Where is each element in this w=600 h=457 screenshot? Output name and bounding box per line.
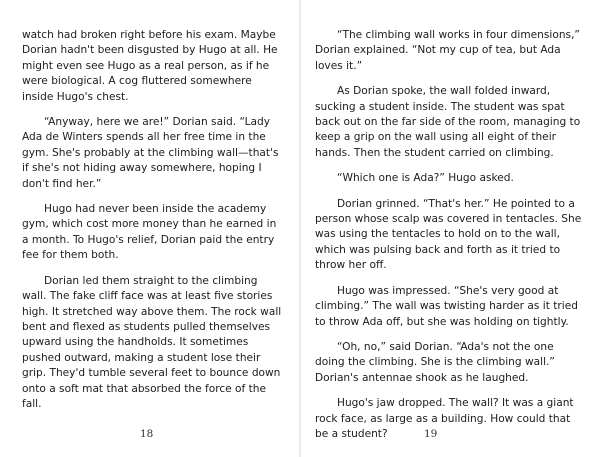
paragraph: “Which one is Ada?” Hugo asked. [337, 172, 514, 185]
paragraph: “Oh, no,” said Dorian. “Ada's not the one doing the climbing. She is the climbing wall.” Dorian's antennae shook as he laughed. [315, 340, 555, 384]
left-page-text [22, 28, 284, 422]
paragraph: watch had broken right before his exam. Maybe Dorian hadn't been disgusted by Hugo at all. He might even see Hugo as a real person, as if he were biological. A cog fluttered somewhere inside Hugo's chest. [22, 29, 278, 103]
paragraph: Dorian grinned. “That's her.” He pointed to a person whose scalp was covered in tentacles. She was using the tentacles to hold on to the wall, which was pulsing back and forth as it tried to throw her off. [315, 197, 582, 272]
paragraph: “Anyway, here we are!” Dorian said. “Lady Ada de Winters spends all her free time in the gym. She's probably at the climbing wall—that's if she's not hiding away somewhere, hoping I don't find her.” [22, 116, 279, 190]
page-number: 18 [140, 428, 154, 440]
paragraph: Hugo had never been inside the academy gym, which cost more money than he earned in a month. To Hugo's relief, Dorian paid the entry fee for them both. [22, 203, 277, 262]
paragraph: “The climbing wall works in four dimensions,” Dorian explained. “Not my cup of tea, but Ada loves it.” [315, 29, 580, 72]
paragraph: Dorian led them straight to the climbing wall. The fake cliff face was at least five stories high. It stretched way above them. The rock wall bent and flexed as students pulled themselves upward using the handholds. It sometimes pushed outward, making a student lose their grip. They'd tumble several feet to bounce down onto a soft mat that absorbed the force of the fall. [22, 274, 282, 410]
paragraph: As Dorian spoke, the wall folded inward, sucking a student inside. The student was spat back out on the far side of the room, managing to keep a grip on the wall using all eight of their hands. Then the student carried on climbing. [315, 85, 581, 159]
right-page-text [315, 28, 583, 452]
page-number: 19 [424, 428, 438, 440]
paragraph: Hugo's jaw dropped. The wall? It was a giant rock face, as large as a building. How could that be a student? [315, 397, 574, 440]
right-page [300, 0, 600, 457]
paragraph: Hugo was impressed. “She's very good at climbing.” The wall was twisting harder as it tried to throw Ada off, but she was holding on tightly. [315, 284, 578, 328]
